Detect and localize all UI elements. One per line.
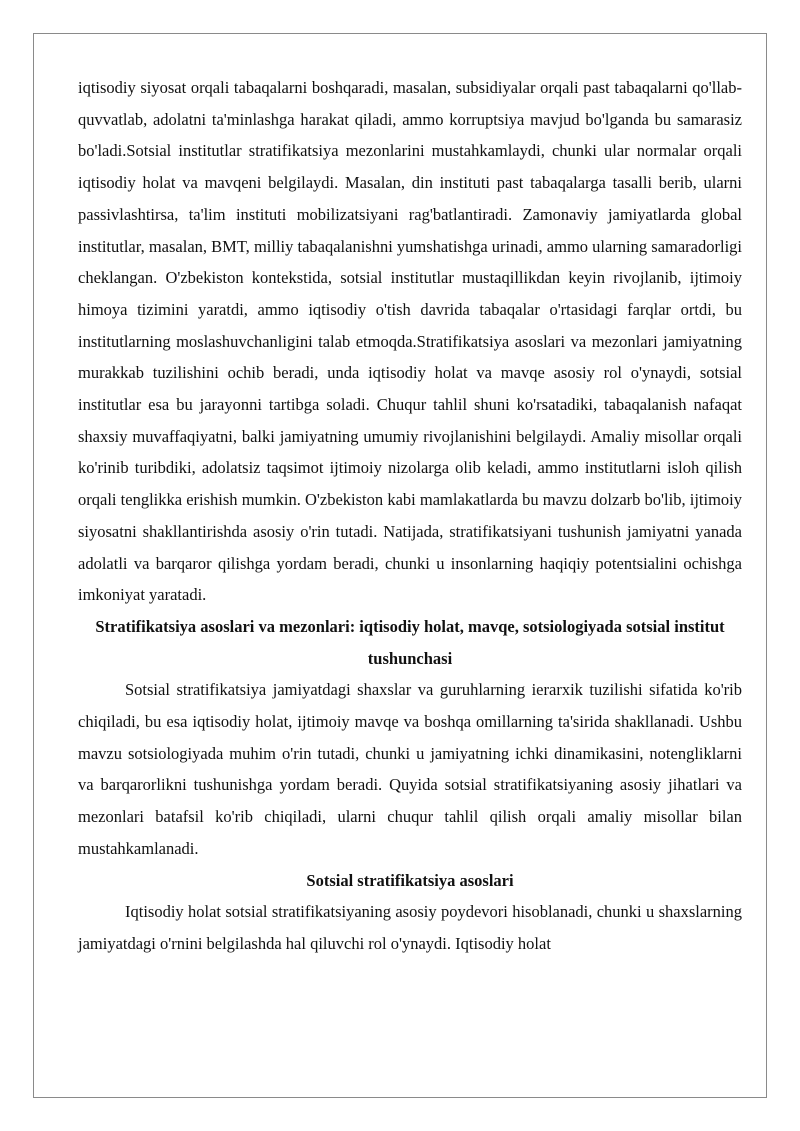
paragraph-2: Sotsial stratifikatsiya jamiyatdagi shaxslar va guruhlarning ierarxik tuzilishi sifatida ko'rib chiqiladi, bu esa iqtisodiy holat, ijtimoiy mavqe va boshqa omillarning ta'sirida shakllanadi. Ushbu mavzu sotsiologiyada muhim o'rin tutadi, chunki u jamiyatning ichki dinamikasini, notengliklarni va barqarorlikni tushunishga yordam beradi. Quyida sotsial stratifikatsiyaning asosiy jihatlari va mezonlari batafsil ko'rib chiqiladi, ularni chuqur tahlil qilish orqali amaliy misollar bilan mustahkamlanadi. bbox=[78, 680, 742, 858]
section-heading-stratification-foundations: Sotsial stratifikatsiya asoslari bbox=[306, 870, 514, 890]
document-body bbox=[78, 72, 742, 960]
paragraph-3: Iqtisodiy holat sotsial stratifikatsiyaning asosiy poydevori hisoblanadi, chunki u shaxslarning jamiyatdagi o'rnini belgilashda hal qiluvchi rol o'ynaydi. Iqtisodiy holat bbox=[78, 902, 742, 953]
paragraph-1: iqtisodiy siyosat orqali tabaqalarni boshqaradi, masalan, subsidiyalar orqali past tabaqalarni qo'llab-quvvatlab, adolatni ta'minlashga harakat qiladi, ammo korruptsiya mavjud bo'lganda bu samarasiz bo'ladi.Sotsial institutlar stratifikatsiya mezonlarini mustahkamlaydi, chunki ular normalar orqali iqtisodiy holat va mavqeni belgilaydi. Masalan, din instituti past tabaqalarga tasalli berib, ularni passivlashtirsa, ta'lim instituti mobilizatsiyani rag'batlantiradi. Zamonaviy jamiyatlarda global institutlar, masalan, BMT, milliy tabaqalanishni yumshatishga urinadi, ammo ularning samaradorligi cheklangan. O'zbekiston kontekstida, sotsial institutlar mustaqillikdan keyin rivojlanib, ijtimoiy himoya tizimini yaratdi, ammo iqtisodiy o'tish davrida tabaqalar o'rtasidagi farqlar ortdi, bu institutlarning moslashuvchanligini talab etmoqda.Stratifikatsiya asoslari va mezonlari jamiyatning murakkab tuzilishini ochib beradi, unda iqtisodiy holat va mavqe asosiy rol o'ynaydi, sotsial institutlar esa bu jarayonni tartibga soladi. Chuqur tahlil shuni ko'rsatadiki, tabaqalanish nafaqat shaxsiy muvaffaqiyatni, balki jamiyatning umumiy rivojlanishini belgilaydi. Amaliy misollar orqali ko'rinib turibdiki, adolatsiz taqsimot ijtimoiy nizolarga olib keladi, ammo institutlarni isloh qilish orqali tenglikka erishish mumkin. O'zbekiston kabi mamlakatlarda bu mavzu dolzarb bo'lib, ijtimoiy siyosatni shakllantirishda asosiy o'rin tutadi. Natijada, stratifikatsiyani tushunish jamiyatni yanada adolatli va barqaror qilishga yordam beradi, chunki u insonlarning haqiqiy potentsialini ochishga imkoniyat yaratadi. bbox=[78, 78, 742, 605]
section-heading-stratification-criteria: Stratifikatsiya asoslari va mezonlari: iqtisodiy holat, mavqe, sotsiologiyada sotsial institut tushunchasi bbox=[95, 616, 725, 668]
